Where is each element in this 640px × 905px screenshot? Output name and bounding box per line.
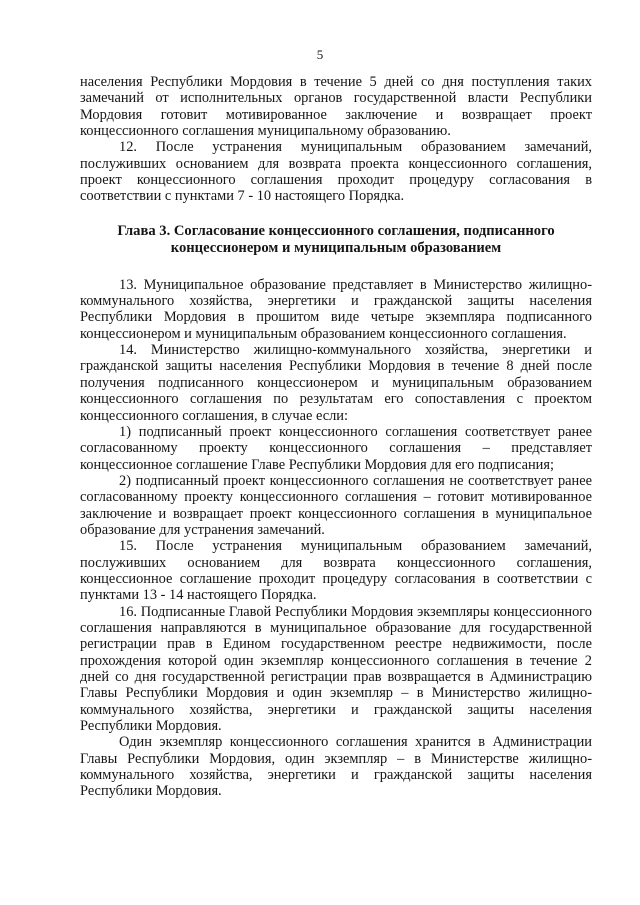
document-body bbox=[80, 74, 592, 800]
paragraph-15: 15. После устранения муниципальным образованием замечаний, послуживших основанием для возврата концессионного соглашения, концессионное соглашение проходит процедуру согласования в соответствии с пунктами 13 - 14 настоящего Порядка. bbox=[80, 538, 592, 604]
paragraph-13: 13. Муниципальное образование представляет в Министерство жилищно-коммунального хозяйства, энергетики и гражданской защиты населения Республики Мордовия в прошитом виде четыре экземпляра подписанного концессионером и муниципальным образованием концессионного соглашения. bbox=[80, 276, 592, 342]
chapter-title: Глава 3. Согласование концессионного соглашения, подписанного концессионером и муниципальным образованием bbox=[117, 222, 555, 256]
paragraph-16: 16. Подписанные Главой Республики Мордовия экземпляры концессионного соглашения направляются в муниципальное образование для государственной регистрации прав в Едином государственном реестре недвижимости, после прохождения которой один экземпляр концессионного соглашения в течение 2 дней со дня государственной регистрации прав возвращается в Администрацию Главы Республики Мордовия и один экземпляр – в Министерство жилищно-коммунального хозяйства, энергетики и гражданской защиты населения Республики Мордовия. bbox=[80, 603, 592, 735]
page-number: 5 bbox=[316, 47, 324, 62]
paragraph-16-storage: Один экземпляр концессионного соглашения хранится в Администрации Главы Республики Мордовия, один экземпляр – в Министерстве жилищно-коммунального хозяйства, энергетики и гражданской защиты населения Республики Мордовия. bbox=[80, 734, 592, 800]
paragraph-14-item-1: 1) подписанный проект концессионного соглашения соответствует ранее согласованному проекту концессионного соглашения – представляет концессионное соглашение Главе Республики Мордовия для его подписания; bbox=[80, 423, 592, 473]
paragraph-12: 12. После устранения муниципальным образованием замечаний, послуживших основанием для возврата проекта концессионного соглашения, проект концессионного соглашения проходит процедуру согласования в соответствии с пунктами 7 - 10 настоящего Порядка. bbox=[80, 139, 592, 205]
paragraph-14: 14. Министерство жилищно-коммунального хозяйства, энергетики и гражданской защиты населения Республики Мордовия в течение 8 дней после получения подписанного концессионером и муниципальным образованием концессионного соглашения по результатам его сопоставления с проектом концессионного соглашения, в случае если: bbox=[80, 342, 592, 424]
paragraph-continuation: населения Республики Мордовия в течение 5 дней со дня поступления таких замечаний от исполнительных органов государственной власти Республики Мордовия готовит мотивированное заключение и возвращает проект концессионного соглашения муниципальному образованию. bbox=[80, 74, 592, 140]
paragraph-14-item-2: 2) подписанный проект концессионного соглашения не соответствует ранее согласованному проекту концессионного соглашения – готовит мотивированное заключение и возвращает проект концессионного соглашения в муниципальное образование для устранения замечаний. bbox=[80, 472, 592, 538]
